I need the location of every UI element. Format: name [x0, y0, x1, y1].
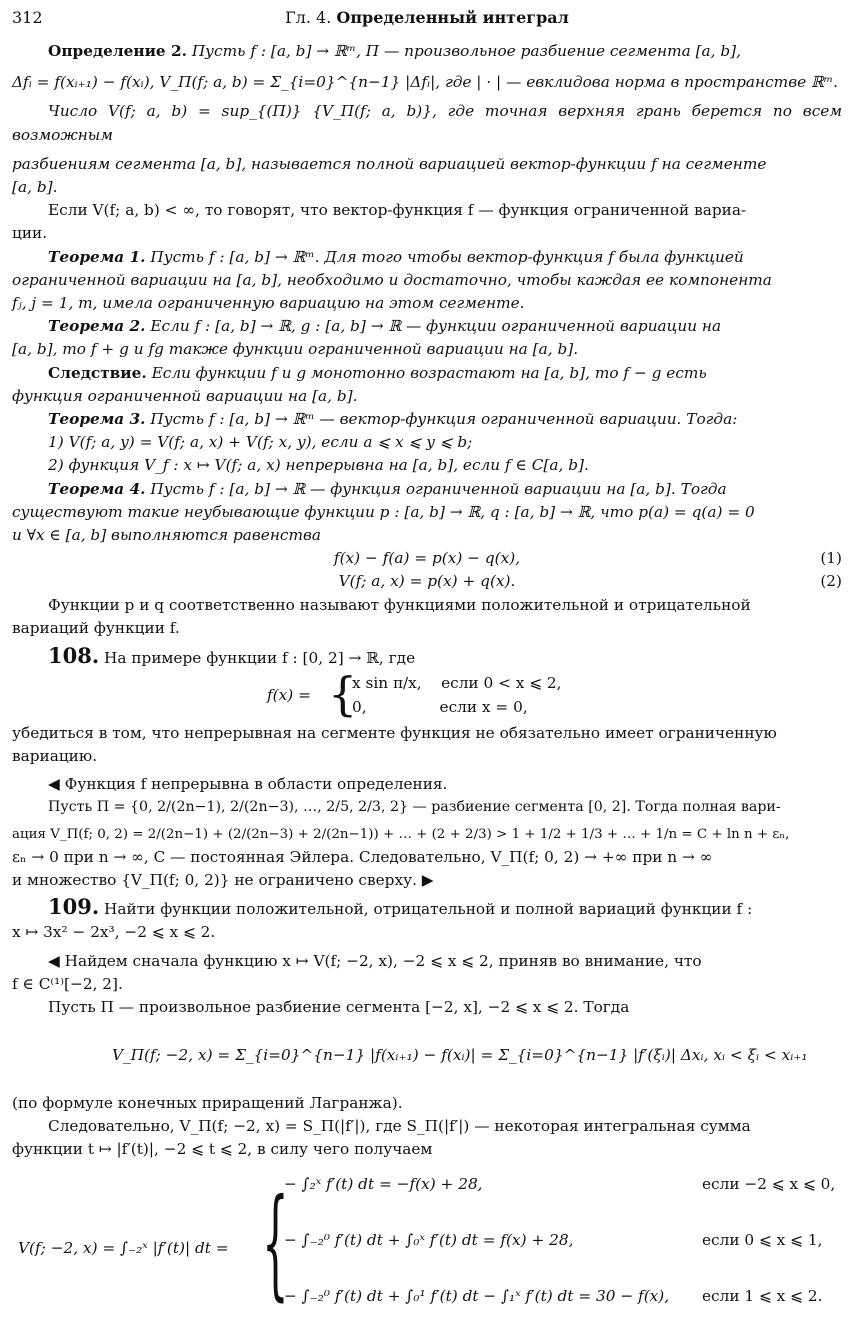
- problem-108-case-2: 0, если x = 0,: [352, 698, 528, 717]
- definition-2-text: Пусть f : [a, b] → ℝᵐ, Π — произвольное разбиение сегмента [a, b],: [191, 42, 742, 60]
- equation-2: [12, 570, 842, 593]
- problem-109-solution-5: Следовательно, V_Π(f; −2, x) = S_Π(|f′|), где S_Π(|f′|) — некоторая интегральная сумма: [48, 1116, 751, 1135]
- problem-109-lagrange: (по формуле конечных приращений Лагранжа).: [12, 1093, 403, 1112]
- bounded-variation-line: Если V(f; a, b) < ∞, то говорят, что вектор-функция f — функция ограниченной вариа-: [48, 201, 747, 220]
- theorem-3-item-2: 2) функция V_f : x ↦ V(f; a, x) непрерывна на [a, b], если f ∈ C[a, b].: [48, 456, 589, 475]
- theorem-2-text: Если f : [a, b] → ℝ, g : [a, b] → ℝ — функции ограниченной вариации на: [150, 317, 722, 336]
- problem-108-function: [12, 667, 842, 722]
- corollary-heading: Следствие.: [48, 363, 147, 382]
- problem-109-number: 109.: [48, 893, 100, 919]
- large-left-brace-icon: {: [262, 1174, 289, 1314]
- variation-case-2: [284, 1229, 842, 1279]
- theorem-3-text: Пусть f : [a, b] → ℝᵐ — вектор-функция ограниченной вариации. Тогда:: [150, 410, 738, 429]
- variation-lhs: V(f; −2, x) = ∫₋₂ˣ |f′(t)| dt =: [18, 1239, 229, 1258]
- equation-2-body: V(f; a, x) = p(x) + q(x).: [338, 572, 516, 591]
- equation-1-number: (1): [820, 549, 842, 568]
- variation-case-3-formula: − ∫₋₂⁰ f′(t) dt + ∫₀¹ f′(t) dt − ∫₁ˣ f′(t) dt = 30 − f(x),: [284, 1287, 670, 1306]
- definition-2-formula: Δfᵢ = f(xᵢ₊₁) − f(xᵢ), V_Π(f; a, b) = Σ_{i=0}^{n−1} |Δfᵢ|, где | · | — евклидова норма в пространстве ℝᵐ.: [12, 73, 838, 92]
- variation-case-3: [284, 1285, 842, 1335]
- variation-case-1: [284, 1173, 842, 1223]
- pq-definition-end: вариаций функции f.: [12, 618, 180, 637]
- chapter-name: Определенный интеграл: [336, 8, 569, 27]
- definition-2-heading: Определение 2.: [48, 42, 187, 60]
- problem-108-solution-4: εₙ → 0 при n → ∞, C — постоянная Эйлера. Следовательно, V_Π(f; 0, 2) → +∞ при n → ∞: [12, 848, 713, 867]
- variation-case-2-condition: если 0 ⩽ x ⩽ 1,: [702, 1231, 823, 1250]
- theorem-3-item-1: 1) V(f; a, y) = V(f; a, x) + V(f; x, y), если a ⩽ x ⩽ y ⩽ b;: [48, 433, 473, 452]
- definition-2-line: [12, 40, 842, 63]
- page-number: 312: [12, 8, 43, 27]
- theorem-3: [12, 408, 842, 431]
- problem-109-function: x ↦ 3x² − 2x³, −2 ⩽ x ⩽ 2.: [12, 922, 216, 941]
- theorem-2: [12, 315, 842, 338]
- theorem-2-end: [a, b], то f + g и fg также функции ограниченной вариации на [a, b].: [12, 340, 579, 359]
- equation-1: [12, 547, 842, 570]
- page-body: [12, 40, 842, 1337]
- problem-108-text: На примере функции f : [0, 2] → ℝ, где: [104, 649, 416, 668]
- problem-109-solution-6: функции t ↦ |f′(t)|, −2 ⩽ t ⩽ 2, в силу чего получаем: [12, 1140, 433, 1159]
- variation-case-2-formula: − ∫₋₂⁰ f′(t) dt + ∫₀ˣ f′(t) dt = f(x) + 28,: [284, 1231, 574, 1250]
- problem-108-solution-3: ация V_Π(f; 0, 2) = 2/(2n−1) + (2/(2n−3) + 2/(2n−1)) + … + (2 + 2/3) > 1 + 1/2 + 1/3 + … + 1/n = C + ln n + εₙ,: [12, 827, 790, 843]
- theorem-1-cont: ограниченной вариации на [a, b], необходимо и достаточно, чтобы каждая ее компонента: [12, 270, 772, 289]
- theorem-4-text: Пусть f : [a, b] → ℝ — функция ограниченной вариации на [a, b]. Тогда: [150, 479, 727, 498]
- theorem-4-end: и ∀x ∈ [a, b] выполняются равенства: [12, 526, 321, 545]
- problem-109-sum-equation: [12, 1020, 842, 1092]
- problem-108: [12, 644, 842, 670]
- pq-definition: Функции p и q соответственно называют функциями положительной и отрицательной: [48, 595, 751, 614]
- problem-108-solution-2: Пусть Π = {0, 2/(2n−1), 2/(2n−3), …, 2/5, 2/3, 2} — разбиение сегмента [0, 2]. Тогда полная вари-: [48, 798, 781, 815]
- variation-cases: [12, 1167, 842, 1337]
- running-header: [12, 6, 842, 30]
- equation-1-body: f(x) − f(a) = p(x) − q(x),: [333, 549, 521, 568]
- definition-2-cont: разбиениям сегмента [a, b], называется полной вариацией вектор-функции f на сегменте: [12, 154, 767, 173]
- chapter-number: Гл. 4.: [285, 8, 332, 27]
- theorem-4: [12, 478, 842, 501]
- problem-109-solution-2: f ∈ C⁽¹⁾[−2, 2].: [12, 975, 123, 994]
- problem-108-solution-5: и множество {V_Π(f; 0, 2)} не ограничено сверху. ▶: [12, 871, 434, 890]
- left-brace-icon: {: [328, 667, 358, 722]
- theorem-1-end: fⱼ, j = 1, m, имела ограниченную вариацию на этом сегменте.: [12, 294, 525, 313]
- problem-109-solution-3: Пусть Π — произвольное разбиение сегмента [−2, x], −2 ⩽ x ⩽ 2. Тогда: [48, 998, 630, 1017]
- theorem-1-heading: Теорема 1.: [48, 247, 146, 266]
- variation-case-3-condition: если 1 ⩽ x ⩽ 2.: [702, 1287, 823, 1306]
- theorem-1-text: Пусть f : [a, b] → ℝᵐ. Для того чтобы вектор-функция f была функцией: [150, 247, 744, 266]
- theorem-1: [12, 246, 842, 269]
- corollary-end: функция ограниченной вариации на [a, b].: [12, 386, 358, 405]
- definition-2-sup: Число V(f; a, b) = sup_{(Π)} {V_Π(f; a, b)}, где точная верхняя грань берется по всем возможным: [12, 102, 842, 144]
- problem-108-solution-1: ◀ Функция f непрерывна в области определения.: [48, 774, 448, 793]
- theorem-2-heading: Теорема 2.: [48, 317, 146, 336]
- problem-108-task: убедиться в том, что непрерывная на сегменте функция не обязательно имеет ограниченную: [12, 724, 777, 743]
- equation-2-number: (2): [820, 572, 842, 591]
- problem-108-number: 108.: [48, 643, 100, 669]
- variation-case-1-formula: − ∫₂ˣ f′(t) dt = −f(x) + 28,: [284, 1175, 483, 1194]
- definition-2-end: [a, b].: [12, 178, 58, 197]
- variation-case-1-condition: если −2 ⩽ x ⩽ 0,: [702, 1175, 836, 1194]
- problem-109-text: Найти функции положительной, отрицательной и полной вариаций функции f :: [104, 899, 753, 918]
- problem-108-case-1: x sin π/x, если 0 < x ⩽ 2,: [352, 674, 562, 693]
- chapter-title: [12, 6, 842, 29]
- bounded-variation-end: ции.: [12, 224, 48, 243]
- problem-109-solution-1: ◀ Найдем сначала функцию x ↦ V(f; −2, x), −2 ⩽ x ⩽ 2, приняв во внимание, что: [48, 952, 702, 971]
- problem-108-f-lhs: f(x) =: [267, 686, 311, 705]
- problem-109: [12, 895, 842, 921]
- problem-108-task-end: вариацию.: [12, 747, 98, 766]
- theorem-3-heading: Теорема 3.: [48, 410, 146, 429]
- theorem-4-cont: существуют такие неубывающие функции p : [a, b] → ℝ, q : [a, b] → ℝ, что p(a) = q(a) = 0: [12, 502, 755, 521]
- theorem-4-heading: Теорема 4.: [48, 479, 146, 498]
- corollary-text: Если функции f и g монотонно возрастают на [a, b], то f − g есть: [151, 363, 707, 382]
- corollary: [12, 362, 842, 385]
- problem-109-sum-body: V_Π(f; −2, x) = Σ_{i=0}^{n−1} |f(xᵢ₊₁) − f(xᵢ)| = Σ_{i=0}^{n−1} |f′(ξᵢ)| Δxᵢ, xᵢ < ξᵢ < xᵢ₊₁: [112, 1045, 808, 1064]
